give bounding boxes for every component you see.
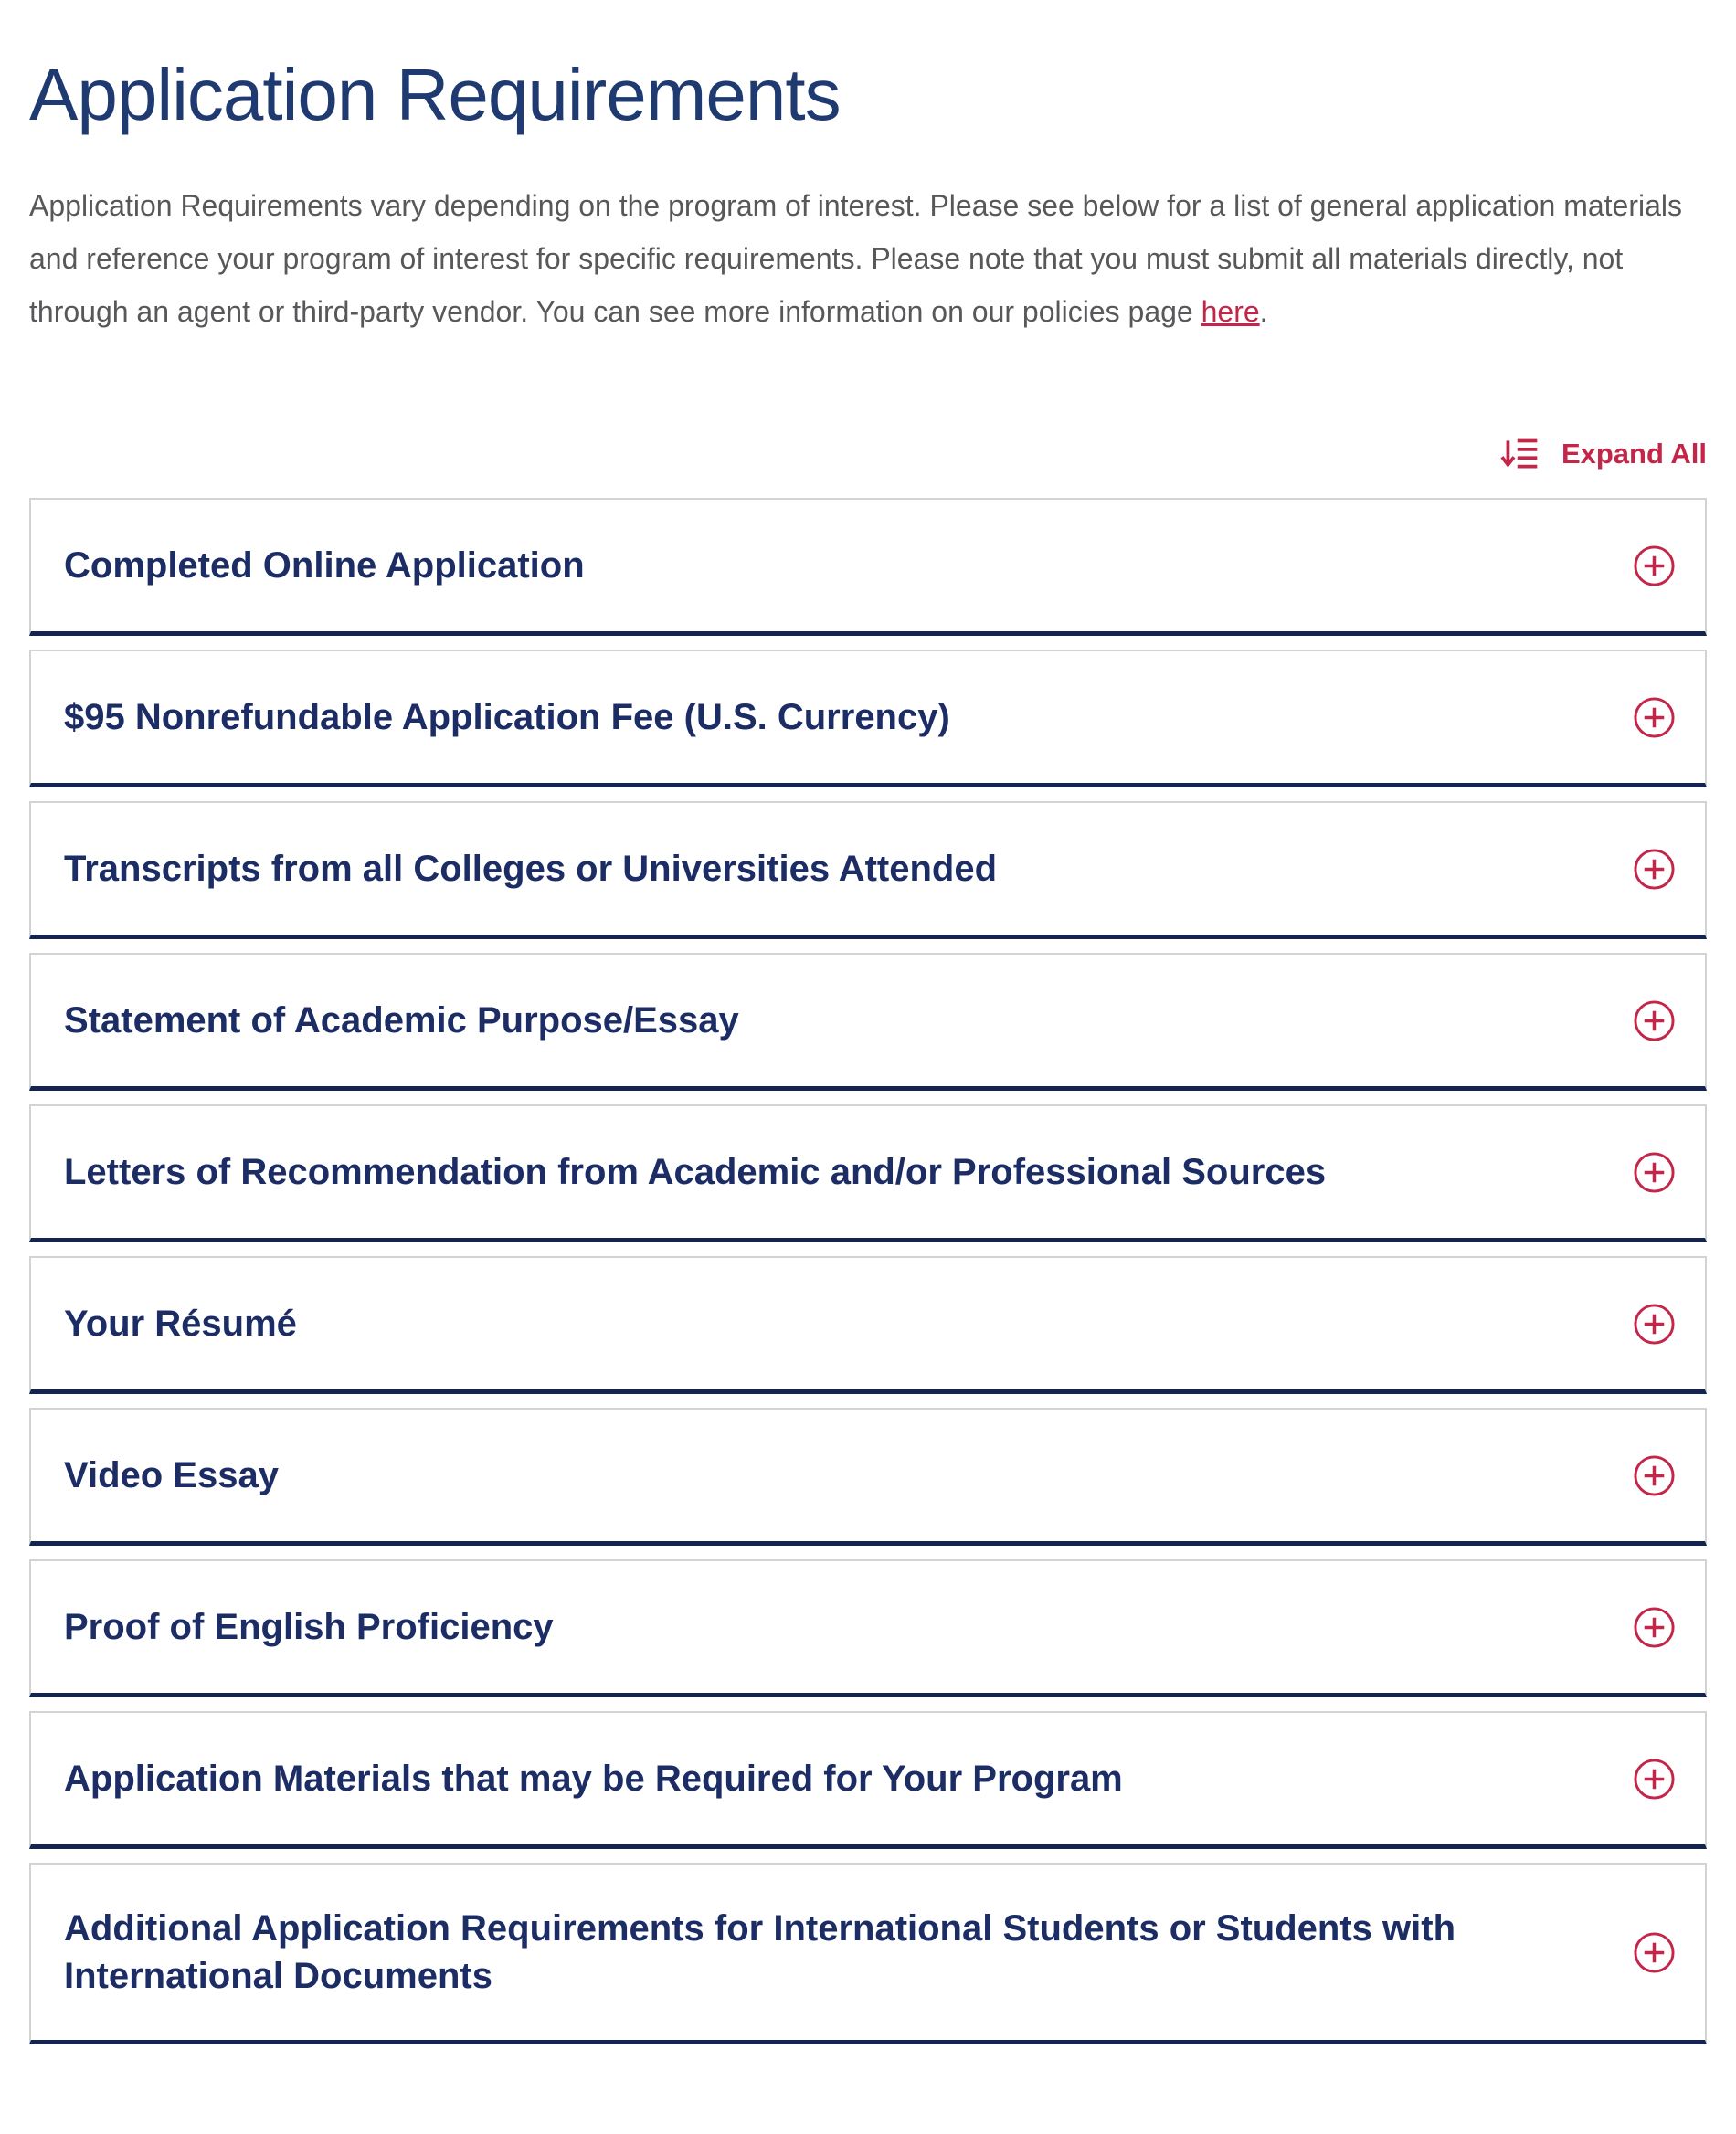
plus-circle-icon — [1633, 544, 1676, 587]
page-title: Application Requirements — [29, 54, 841, 135]
plus-circle-icon — [1633, 1303, 1676, 1346]
plus-circle-icon — [1633, 1151, 1676, 1194]
intro-text: Application Requirements vary depending on the program of interest. Please see below for a list of general application materials and reference your program of interest for specific requirements. Please note that you must submit all materials directly, not through an agent or third-party vendor. You can see more information on our policies page — [29, 189, 1683, 328]
accordion-item-program-materials[interactable] — [29, 1711, 1707, 1849]
accordion-item-video-essay[interactable] — [29, 1408, 1707, 1546]
accordion-item-title: Proof of English Proficiency — [64, 1607, 554, 1647]
expand-item-button[interactable] — [1633, 848, 1676, 891]
plus-circle-icon — [1633, 696, 1676, 739]
expand-all-icon — [1500, 433, 1541, 474]
policies-here-link[interactable]: here — [1201, 295, 1260, 328]
accordion-item-title: Application Materials that may be Required for Your Program — [64, 1759, 1123, 1799]
accordion-item-title: Transcripts from all Colleges or Universities Attended — [64, 849, 998, 889]
expand-item-button[interactable] — [1633, 696, 1676, 739]
accordion-item-title: Completed Online Application — [64, 545, 585, 586]
plus-circle-icon — [1633, 848, 1676, 891]
accordion-item-statement-of-purpose[interactable] — [29, 953, 1707, 1091]
requirements-accordion — [29, 498, 1707, 2044]
accordion-item-transcripts[interactable] — [29, 801, 1707, 939]
expand-item-button[interactable] — [1633, 1606, 1676, 1649]
expand-item-button[interactable] — [1633, 1454, 1676, 1497]
accordion-item-title: Statement of Academic Purpose/Essay — [64, 1000, 739, 1041]
expand-item-button[interactable] — [1633, 1151, 1676, 1194]
plus-circle-icon — [1633, 1606, 1676, 1649]
intro-paragraph — [29, 179, 1707, 338]
accordion-item-letters-of-recommendation[interactable] — [29, 1104, 1707, 1242]
plus-circle-icon — [1633, 999, 1676, 1042]
accordion-item-english-proficiency[interactable] — [29, 1559, 1707, 1697]
accordion-item-international-requirements[interactable] — [29, 1863, 1707, 2044]
plus-circle-icon — [1633, 1454, 1676, 1497]
plus-circle-icon — [1633, 1931, 1676, 1974]
expand-item-button[interactable] — [1633, 1758, 1676, 1801]
accordion-item-application-fee[interactable] — [29, 650, 1707, 787]
accordion-item-title: Additional Application Requirements for International Students or Students with International Documents — [64, 1908, 1456, 1996]
intro-text-period: . — [1259, 295, 1268, 328]
expand-item-button[interactable] — [1633, 999, 1676, 1042]
accordion-item-title: Video Essay — [64, 1455, 279, 1495]
accordion-item-title: Letters of Recommendation from Academic and/or Professional Sources — [64, 1152, 1327, 1192]
plus-circle-icon — [1633, 1758, 1676, 1801]
expand-item-button[interactable] — [1633, 1931, 1676, 1974]
expand-all-button[interactable] — [1500, 433, 1707, 474]
accordion-item-title: Your Résumé — [64, 1304, 297, 1344]
expand-all-label: Expand All — [1561, 437, 1707, 470]
accordion-item-title: $95 Nonrefundable Application Fee (U.S. Currency) — [64, 697, 950, 737]
expand-item-button[interactable] — [1633, 544, 1676, 587]
expand-item-button[interactable] — [1633, 1303, 1676, 1346]
accordion-toolbar — [29, 433, 1707, 474]
accordion-item-completed-online-application[interactable] — [29, 498, 1707, 636]
accordion-item-resume[interactable] — [29, 1256, 1707, 1394]
